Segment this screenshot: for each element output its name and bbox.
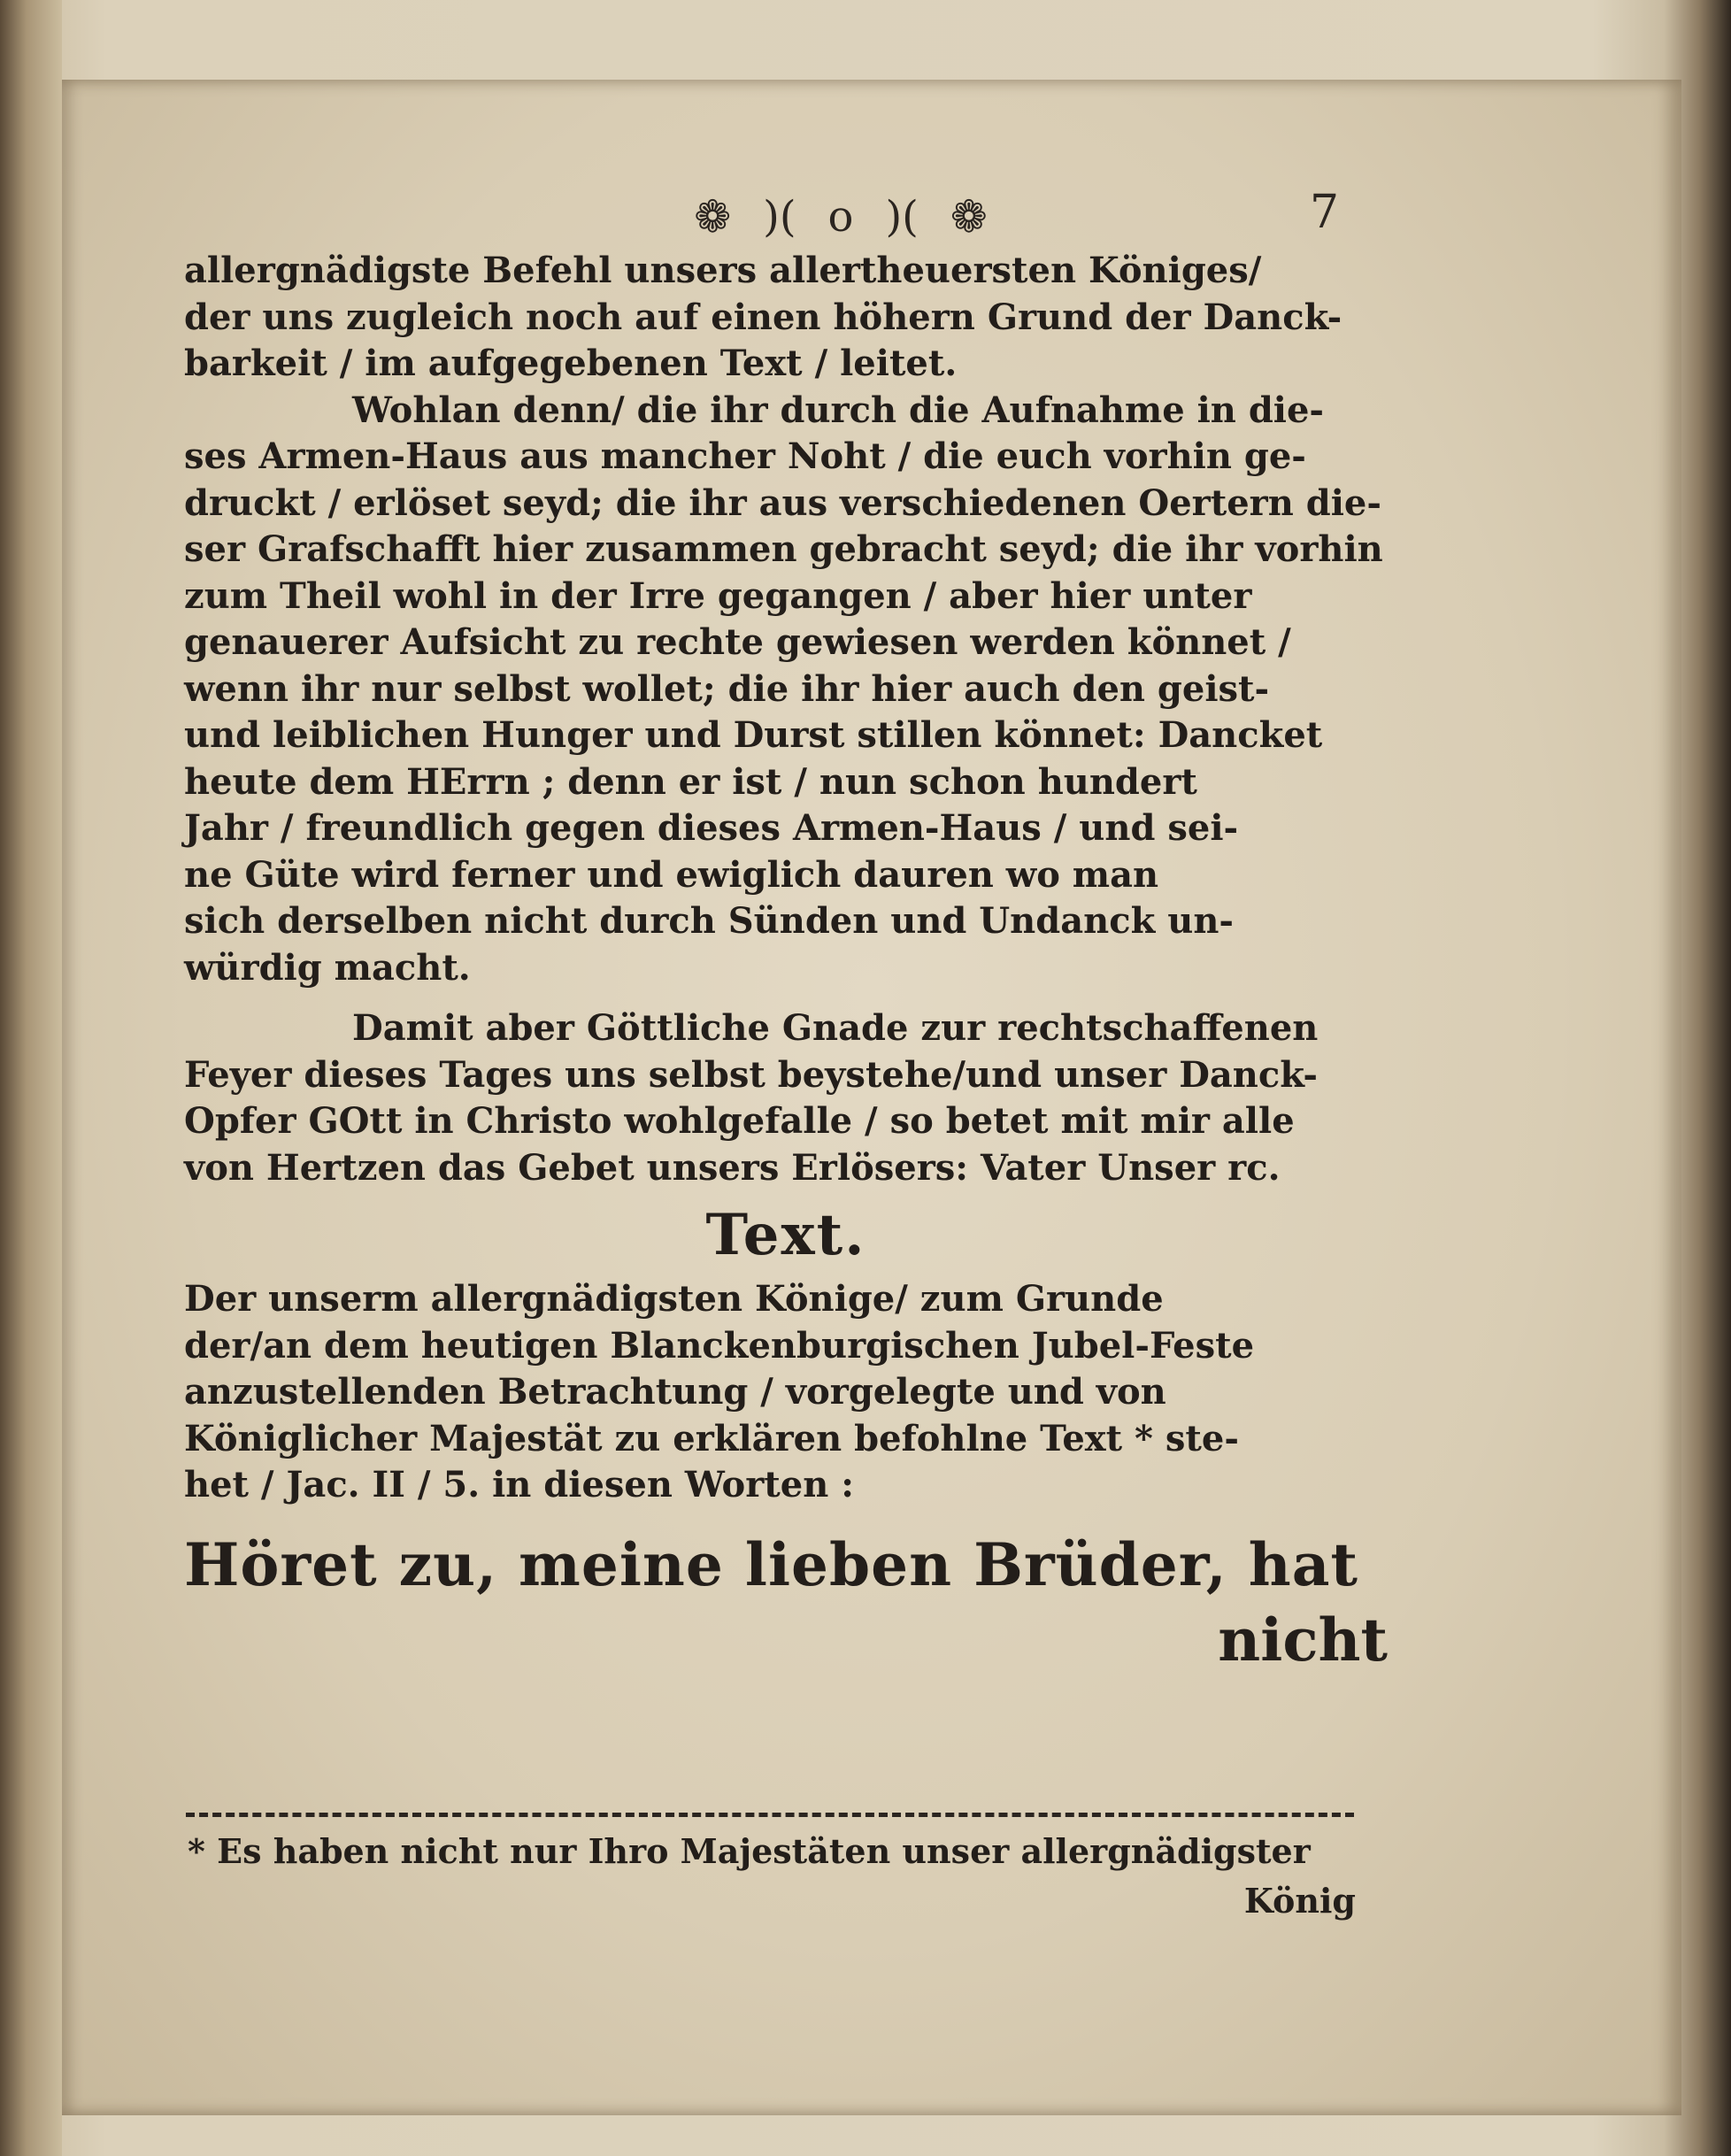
text-line: het / Jac. II / 5. in diesen Worten : xyxy=(184,1464,854,1505)
header-dot: o xyxy=(827,192,854,242)
text-line: würdig macht. xyxy=(184,946,471,989)
text-line: Königlicher Majestät zu erklären befohlne Text * ste- xyxy=(184,1417,1239,1459)
text-line: Der unserm allergnädigsten Könige/ zum Grunde xyxy=(184,1278,1164,1320)
text-line: ses Armen-Haus aus mancher Noht / die euch vorhin ge- xyxy=(184,435,1306,477)
text-line: von Hertzen das Gebet unsers Erlösers: Vater Unser rc. xyxy=(184,1146,1281,1189)
text-line: Damit aber Göttliche Gnade zur rechtschaffenen xyxy=(352,1007,1319,1049)
text-line: der uns zugleich noch auf einen höhern Grund der Danck- xyxy=(184,296,1342,338)
text-line: Wohlan denn/ die ihr durch die Aufnahme in die- xyxy=(352,389,1325,431)
header-bracket-left: )( xyxy=(763,192,796,242)
text-line: zum Theil wohl in der Irre gegangen / aber hier unter xyxy=(184,574,1252,617)
text-line: Feyer dieses Tages uns selbst beystehe/und unser Danck- xyxy=(184,1053,1318,1096)
footnote xyxy=(188,1827,1356,1926)
text-line: genauerer Aufsicht zu rechte gewiesen werden könnet / xyxy=(184,621,1291,663)
catchword: König xyxy=(1243,1881,1356,1921)
text-line: wenn ihr nur selbst wollet; die ihr hier auch den geist- xyxy=(184,667,1270,710)
text-line: und leiblichen Hunger und Durst stillen könnet: Dancket xyxy=(184,714,1323,756)
section-heading: Text. xyxy=(705,1202,866,1268)
text-line: ser Grafschafft hier zusammen gebracht seyd; die ihr vorhin xyxy=(184,528,1383,570)
book-gutter xyxy=(0,0,62,2156)
footnote-text: * Es haben nicht nur Ihro Majestäten unser allergnädigster xyxy=(188,1831,1311,1871)
text-line: druckt / erlöset seyd; die ihr aus verschiedenen Oertern die- xyxy=(184,481,1381,524)
flower-ornament-icon: ❁ xyxy=(950,191,988,243)
text-line: ne Güte wird ferner und ewiglich dauren wo man xyxy=(184,853,1159,896)
scripture-quote: Höret zu, meine lieben Brüder, hat xyxy=(184,1529,1358,1599)
main-text xyxy=(184,248,1388,1675)
text-line: allergnädigste Befehl unsers allertheuersten Königes/ xyxy=(184,250,1262,291)
page-number: 7 xyxy=(1310,186,1340,239)
text-line: der/an dem heutigen Blanckenburgischen Jubel-Feste xyxy=(184,1324,1255,1367)
text-line: barkeit / im aufgegebenen Text / leitet. xyxy=(184,343,958,384)
scripture-quote-end: nicht xyxy=(1218,1605,1388,1675)
text-line: sich derselben nicht durch Sünden und Undanck un- xyxy=(184,900,1234,942)
text-line: heute dem HErrn ; denn er ist / nun schon hundert xyxy=(184,760,1197,803)
flower-ornament-icon: ❁ xyxy=(694,191,732,243)
text-line: Jahr / freundlich gegen dieses Armen-Haus / und sei- xyxy=(184,807,1239,849)
running-header xyxy=(584,190,1097,243)
text-line: Opfer GOtt in Christo wohlgefalle / so betet mit mir alle xyxy=(184,1100,1295,1142)
header-bracket-right: )( xyxy=(885,192,919,242)
footnote-divider xyxy=(186,1813,1354,1817)
text-line: anzustellenden Betrachtung / vorgelegte und von xyxy=(184,1371,1166,1413)
